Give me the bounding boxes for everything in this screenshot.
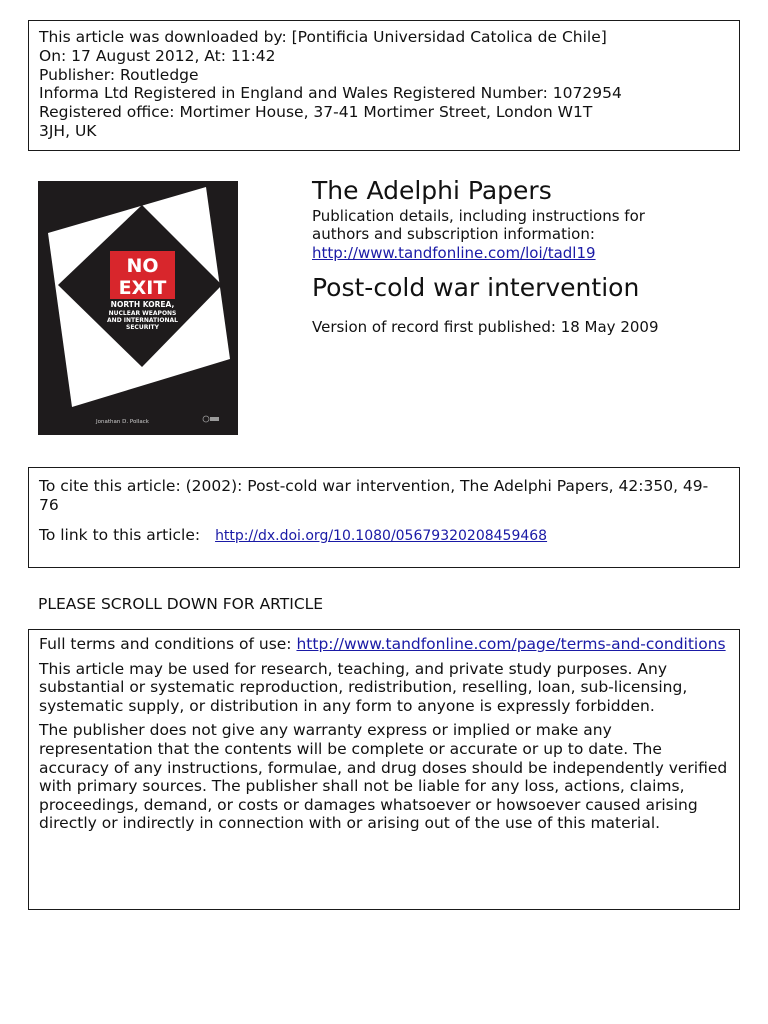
publication-details bbox=[312, 207, 732, 262]
full-terms-paragraph bbox=[39, 635, 729, 654]
cover-artwork bbox=[38, 181, 238, 435]
full-terms-label: Full terms and conditions of use: bbox=[39, 635, 292, 653]
terms-url-link[interactable]: http://www.tandfonline.com/page/terms-and-conditions bbox=[296, 635, 726, 653]
publication-details-line2: authors and subscription information: bbox=[312, 225, 595, 244]
terms-box bbox=[28, 629, 740, 910]
journal-title: The Adelphi Papers bbox=[312, 176, 552, 205]
cover-subtitle-1: NORTH KOREA, bbox=[110, 300, 175, 309]
download-line-date: On: 17 August 2012, At: 11:42 bbox=[39, 46, 276, 65]
cover-title-no: NO bbox=[126, 255, 159, 277]
download-line-postcode: 3JH, UK bbox=[39, 121, 97, 140]
publication-details-line1: Publication details, including instructions for bbox=[312, 207, 645, 225]
download-line-publisher: Publisher: Routledge bbox=[39, 65, 199, 84]
cover-title-exit: EXIT bbox=[118, 277, 167, 299]
version-of-record: Version of record first published: 18 May 2009 bbox=[312, 318, 659, 336]
disclaimer-paragraph: The publisher does not give any warranty express or implied or make any representation that the contents will be complete or accurate or up to date. The accuracy of any instructions, formulae, and drug doses should be independently verified with primary sources. The publisher shall not be liable for any loss, actions, claims, proceedings, demand, or costs or damages whatsoever or howsoever caused arising directly or indirectly in connection with or arising out of the use of this material. bbox=[39, 721, 728, 833]
cover-subtitle-3: AND INTERNATIONAL bbox=[107, 317, 178, 324]
doi-link[interactable]: http://dx.doi.org/10.1080/05679320208459468 bbox=[215, 527, 548, 544]
download-line-institution: This article was downloaded by: [Pontificia Universidad Catolica de Chile] bbox=[39, 28, 607, 46]
cover-subtitle-4: SECURITY bbox=[126, 324, 159, 331]
article-link-label: To link to this article: bbox=[39, 525, 201, 544]
download-line-office: Registered office: Mortimer House, 37-41 Mortimer Street, London W1T bbox=[39, 103, 593, 122]
citation-text: To cite this article: (2002): Post-cold war intervention, The Adelphi Papers, 42:350, 49-76 bbox=[39, 477, 709, 514]
article-title: Post-cold war intervention bbox=[312, 273, 640, 302]
usage-paragraph: This article may be used for research, teaching, and private study purposes. Any substantial or systematic reproduction, redistribution, reselling, loan, sub-licensing, systematic supply, or distribution in any form to anyone is expressly forbidden. bbox=[39, 659, 688, 715]
book-cover-image bbox=[38, 181, 238, 435]
article-link-row bbox=[39, 525, 729, 546]
journal-url-link[interactable]: http://www.tandfonline.com/loi/tadl19 bbox=[312, 243, 596, 262]
scroll-notice: PLEASE SCROLL DOWN FOR ARTICLE bbox=[38, 595, 324, 613]
download-info-box bbox=[28, 20, 740, 151]
citation-box bbox=[28, 467, 740, 568]
cover-author: Jonathan D. Pollack bbox=[96, 419, 149, 425]
cover-subtitle-2: NUCLEAR WEAPONS bbox=[108, 310, 177, 317]
download-line-registration: Informa Ltd Registered in England and Wales Registered Number: 1072954 bbox=[39, 84, 622, 103]
